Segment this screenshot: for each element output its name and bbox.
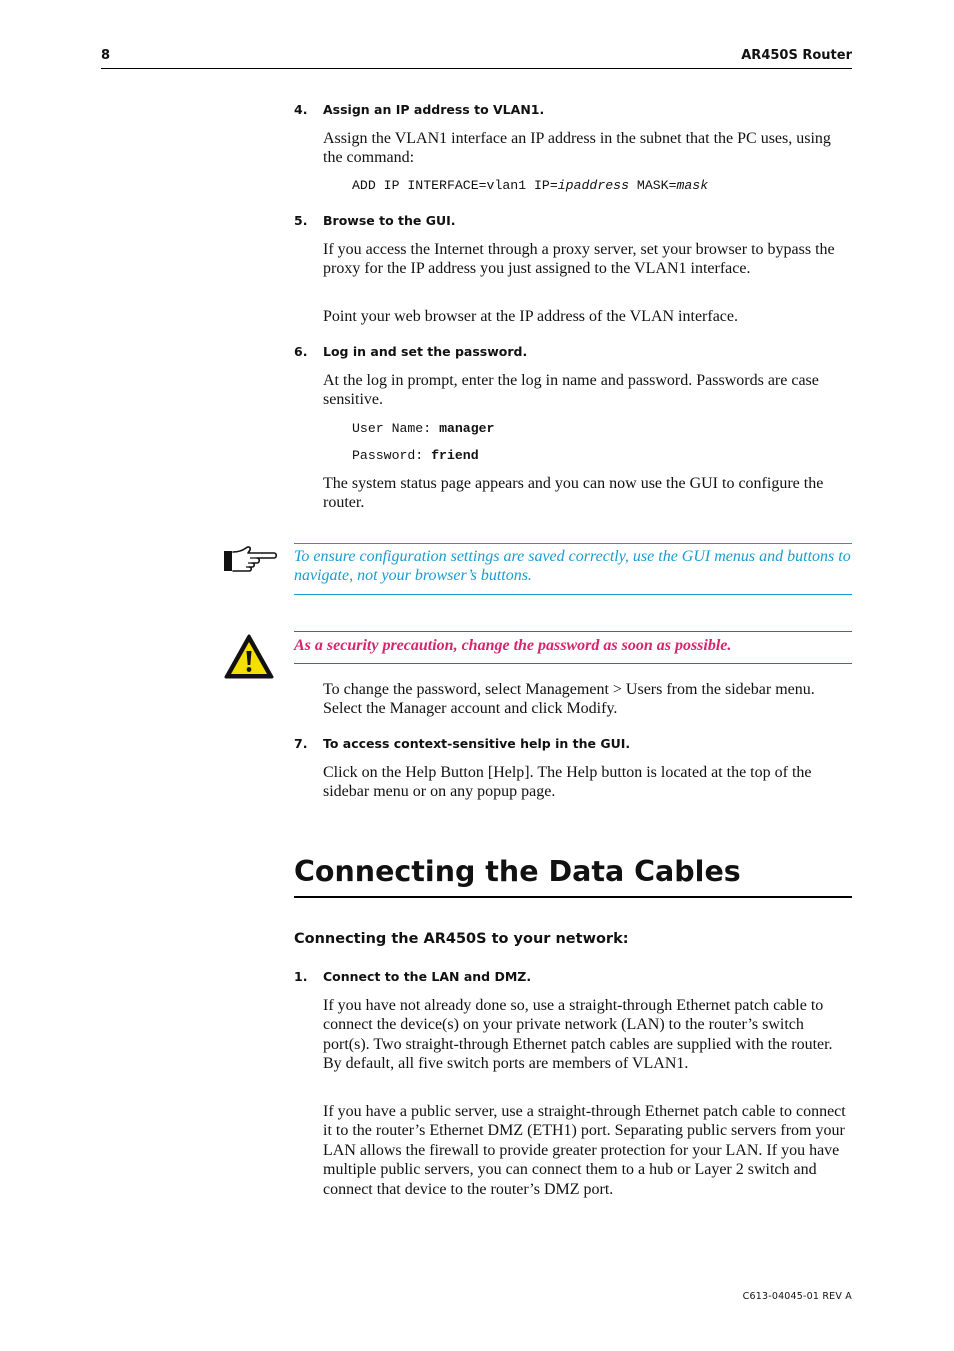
step-4-heading — [294, 102, 544, 117]
warning-text: As a security precaution, change the password as soon as possible. — [294, 637, 732, 654]
step-5-heading — [294, 213, 456, 228]
step-number: 5. — [294, 213, 308, 228]
username-label: User Name: — [352, 421, 440, 436]
warning-top-rule — [294, 631, 852, 632]
username-line — [352, 421, 494, 436]
warning-triangle-icon — [223, 633, 275, 681]
command-mask-placeholder: mask — [676, 178, 709, 193]
note-top-rule — [294, 543, 852, 544]
section-subheading: Connecting the AR450S to your network: — [294, 931, 629, 947]
step-7-heading — [294, 736, 630, 751]
username-value: manager — [439, 421, 495, 436]
step-title: Assign an IP address to VLAN1. — [323, 102, 545, 117]
step-number: 4. — [294, 102, 308, 117]
connect-step-1-heading — [294, 969, 531, 984]
step-title: Log in and set the password. — [323, 344, 528, 359]
document-id: C613-04045-01 REV A — [742, 1291, 852, 1302]
pointing-hand-icon — [222, 543, 278, 575]
command-mask-label: MASK= — [629, 178, 677, 193]
step-7-paragraph: Click on the Help Button [Help]. The Help button is located at the top of the sidebar menu or on any popup page. — [323, 764, 812, 801]
command-ip-placeholder: ipaddress — [557, 178, 629, 193]
section-rule — [294, 896, 852, 898]
password-value: friend — [431, 448, 479, 463]
page-number: 8 — [101, 48, 111, 63]
note-bottom-rule — [294, 594, 852, 595]
running-title: AR450S Router — [741, 48, 852, 63]
step-4-paragraph: Assign the VLAN1 interface an IP address in the subnet that the PC uses, using the command: — [323, 130, 831, 167]
note-text: To ensure configuration settings are saved correctly, use the GUI menus and buttons to navigate, not your browser’s buttons. — [294, 548, 851, 585]
step-title: Connect to the LAN and DMZ. — [323, 969, 532, 984]
step-6-paragraph-1: At the log in prompt, enter the log in name and password. Passwords are case sensitive. — [323, 372, 819, 409]
step-6-paragraph-2: The system status page appears and you can now use the GUI to configure the router. — [323, 475, 824, 512]
section-title: Connecting the Data Cables — [294, 855, 741, 888]
lan-paragraph: If you have not already done so, use a straight-through Ethernet patch cable to connect the device(s) on your private network (LAN) to the router’s switch port(s). Two straight-through Ethernet patch cables are supplied with the router. By default, all five switch ports are members of VLAN1. — [323, 997, 833, 1073]
step-number: 7. — [294, 736, 308, 751]
change-password-paragraph: To change the password, select Management > Users from the sidebar menu. Select the Manager account and click Modify. — [323, 681, 815, 718]
step-6-heading — [294, 344, 527, 359]
command-text: ADD IP INTERFACE=vlan1 IP= — [352, 178, 558, 193]
password-label: Password: — [352, 448, 432, 463]
dmz-paragraph: If you have a public server, use a straight-through Ethernet patch cable to connect it to the router’s Ethernet DMZ (ETH1) port. Separating public servers from your LAN allows the firewall to provide greater protection for your LAN. If you have multiple public servers, you can connect them to a hub or Layer 2 switch and connect that device to the router’s DMZ port. — [323, 1103, 846, 1198]
warning-bottom-rule — [294, 663, 852, 664]
header-rule — [101, 68, 852, 69]
step-number: 1. — [294, 969, 308, 984]
add-ip-command — [352, 178, 708, 193]
step-5-paragraph-2: Point your web browser at the IP address of the VLAN interface. — [323, 308, 738, 325]
password-line — [352, 448, 479, 463]
step-title: Browse to the GUI. — [323, 213, 456, 228]
step-title: To access context-sensitive help in the GUI. — [323, 736, 631, 751]
step-5-paragraph-1: If you access the Internet through a proxy server, set your browser to bypass the proxy for the IP address you just assigned to the VLAN1 interface. — [323, 241, 835, 278]
step-number: 6. — [294, 344, 308, 359]
